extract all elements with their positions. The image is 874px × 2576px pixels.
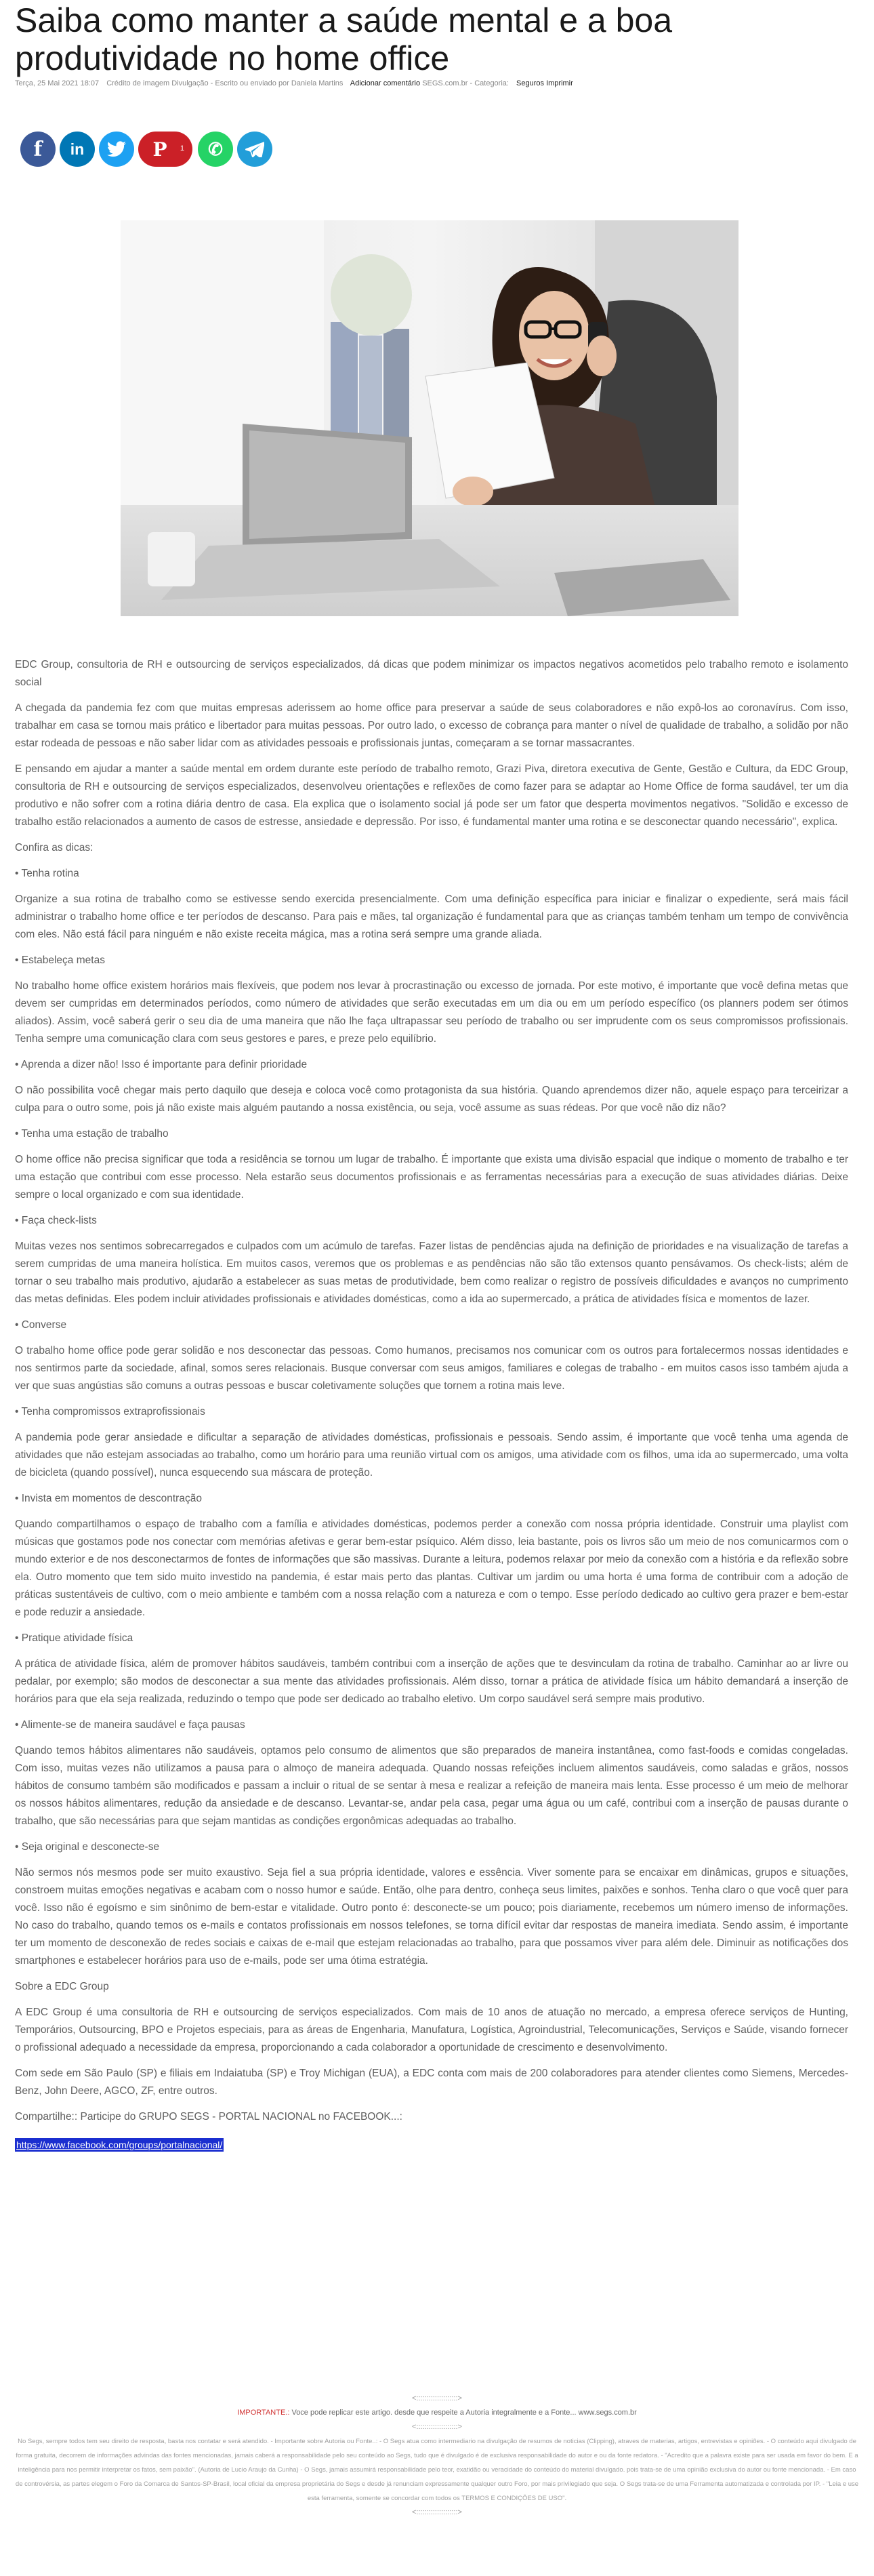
- tip-heading-compromissos: • Tenha compromissos extraprofissionais: [15, 1406, 205, 1417]
- linkedin-share-button[interactable]: [60, 132, 95, 167]
- footer-important: [14, 2406, 860, 2420]
- tip-heading-dizer-nao: • Aprenda a dizer não! Isso é importante para definir prioridade: [15, 1059, 308, 1070]
- twitter-share-button[interactable]: [99, 132, 134, 167]
- linkedin-icon: in: [70, 140, 85, 158]
- footer-separator: <::::::::::::::::::::>: [412, 2394, 462, 2402]
- footer-disclaimer: No Segs, sempre todos tem seu direito de resposta, basta nos contatar e será atendido. - Importante sobre Autoria ou Fonte..: - O Segs atua como intermediario na divulgação de resumos de noticias (Clipping), atraves de materias, artigos, entrevistas e opiniões. - O conteúdo aqui divulgado de forma gratuita, decorrem de informações advindas das fontes mencionadas, jamais caberá a responsabilidade pelo seu conteúdo ao Segs, tudo que é divulgado é de exclusiva responsabilidade do autor e ou da fonte redatora. - "Acredito que a palavra existe para ser usada em favor do bem. E a inteligência para nos permitir interpretar os fatos, sem paixão". (Autoria de Lucio Araujo da Cunha) - O Segs, jamais assumirá responsabilidade pelo teor, exatidão ou veracidade do conteúdo do material divulgado. pois trata-se de uma opinião exclusiva do autor ou fonte mencionada. - Em caso de controvérsia, as partes elegem o Foro da Comarca de Santos-SP-Brasil, local oficial da empresa proprietária do Segs e desde já renunciam expressamente qualquer outro Foro, por mais privilegiado que seja. O Segs trata-se de uma Ferramenta automatizada e controlada por IP. - "Leia e use esta ferramenta, somente se concordar com todos os TERMOS E CONDIÇÕES DE USO".: [15, 2438, 859, 2502]
- tip-heading-rotina: • Tenha rotina: [15, 868, 79, 879]
- tip-heading-atividade-fisica: • Pratique atividade física: [15, 1632, 133, 1644]
- about-heading: Sobre a EDC Group: [15, 1981, 109, 1992]
- footer-separator: <::::::::::::::::::::>: [412, 2508, 462, 2516]
- pinterest-count: 1: [180, 144, 184, 153]
- article-body: [15, 656, 848, 2154]
- tip-text-alimente-se: Quando temos hábitos alimentares não saudáveis, optamos pelo consumo de alimentos que são preparados de maneira instantânea, como fast-foods e comidas congeladas. Com isso, muitas vezes não utilizamos a pausa para o almoço de maneira adequada. Quando nossas refeições incluem alimentos saudáveis, como saladas e grãos, nossos hábitos de consumo também são modificados e passam a incluir o ritual de se sentar à mesa e realizar a refeição de maneira mais lenta. Esse processo é um meio de melhorar os nossos hábitos alimentares, redução da ansiedade e de descanso. Levantar-se, andar pela casa, pegar uma água ou um café, contribui com a inserção de pausas durante o trabalho, que são necessárias para que sejam mantidas as condições ergonômicas adequadas ao trabalho.: [15, 1745, 848, 1827]
- tip-text-compromissos: A pandemia pode gerar ansiedade e dificultar a separação de atividades domésticas, profissionais e pessoais. Sendo assim, é importante que você tenha uma agenda de atividades que não estejam associadas ao trabalho, como um horário para uma reunião virtual com os amigos, uma atividade com os filhos, uma ida ao supermercado, uma volta de bicicleta (quando possível), nunca esquecendo sua máscara de proteção.: [15, 1432, 848, 1478]
- twitter-icon: [107, 141, 126, 157]
- site-category-label: SEGS.com.br - Categoria:: [422, 79, 509, 87]
- article-title: Saiba como manter a saúde mental e a boa produtividade no home office: [15, 1, 673, 77]
- tip-text-rotina: Organize a sua rotina de trabalho como se estivesse sendo exercida presencialmente. Com uma definição específica para iniciar e finalizar o expediente, será mais fácil administrar o trabalho home office e ter períodos de descanso. Para pais e mães, tal organização é fundamental para que as crianças também tenham um tempo de convivência com eles. Não está fácil para ninguém e não existe receita mágica, mas a rotina será sempre uma grande aliada.: [15, 893, 848, 940]
- footer-separator: <::::::::::::::::::::>: [412, 2423, 462, 2431]
- footer: [14, 2392, 860, 2520]
- whatsapp-share-button[interactable]: [198, 132, 233, 167]
- category-link[interactable]: Seguros: [516, 79, 545, 87]
- image-credit: Crédito de imagem Divulgação - Escrito ou enviado por Daniela Martins: [106, 79, 344, 87]
- tip-text-desconecte-se: Não sermos nós mesmos pode ser muito exaustivo. Seja fiel a sua própria identidade, valores e essência. Viver somente para se encaixar em dinâmicas, grupos e situações, constroem muitas emoções negativas e acabam com o nosso humor e saúde. Então, olhe para dentro, conheça seus limites, paixões e sonhos. Tenha claro o que você quer para você. Isso não é egoísmo e sim sinônimo de bem-estar e vitalidade. Outro ponto é: desconecte-se um pouco; pois diariamente, recebemos um número imenso de informações. No caso do trabalho, quando temos os e-mails e contatos profissionais em nossos telefones, se torna difícil evitar dar respostas de maneira imediata. Sendo assim, é importante ter um momento de desconexão de redes sociais e caixas de e-mail que estejam relacionadas ao trabalho, para que possamos viver para além dele. Diminuir as notificações dos smartphones e estabelecer horários para uso de e-mails, pode ser uma ótima estratégia.: [15, 1867, 848, 1967]
- tip-heading-descontracao: • Invista em momentos de descontração: [15, 1493, 202, 1504]
- facebook-icon: f: [33, 137, 43, 161]
- body-paragraph: E pensando em ajudar a manter a saúde mental em ordem durante este período de trabalho remoto, Grazi Piva, diretora executiva de Gente, Gestão e Cultura, da EDC Group, consultoria de RH e outsourcing de serviços especializados, desenvolveu orientações e reflexões de como fazer para se adaptar ao Home Office de forma saudável, ter um dia produtivo e não sofrer com a rotina diária dentro de casa. Ela explica que o isolamento social já pode ser um fator que desperta movimentos negativos. "Solidão e excesso de trabalho estão relacionados a aumento de casos de estresse, ansiedade e depressão. Por isso, é fundamental manter uma rotina e se desconectar quando necessário", explica.: [15, 763, 848, 828]
- tip-text-estacao: O home office não precisa significar que toda a residência se tornou um lugar de trabalho. É importante que exista uma divisão espacial que indique o momento de trabalho e ter uma estação que contribui com esse processo. Nela estarão seus documentos profissionais e as ferramentas necessárias para a execução de suas atividades diárias. Deixe sempre o local organizado e com sua identidade.: [15, 1154, 848, 1201]
- hero-image: [121, 220, 738, 616]
- about-text: A EDC Group é uma consultoria de RH e outsourcing de serviços especializados. Com mais de 10 anos de atuação no mercado, a empresa oferece serviços de Hunting, Temporários, Outsourcing, BPO e Projetos especiais, para as áreas de Engenharia, Manufatura, Logística, Agroindustrial, Telecomunicações, Serviços e Saúde, visando fornecer o profissional adequado a necessidade da empresa, proporcionando a cada colaborador a oportunidade de crescimento e desenvolvimento.: [15, 2007, 848, 2053]
- tip-text-descontracao: Quando compartilhamos o espaço de trabalho com a família e atividades domésticas, podemos perder a conexão com nossa própria identidade. Construir uma playlist com músicas que gostamos pode nos conectar com memórias afetivas e gerar bem-estar psíquico. Além disso, leia bastante, pois os livros são um meio de nos comunicarmos com o mundo exterior e de nos desconectarmos de fontes de informações que são massivas. Durante a leitura, podemos relaxar por meio da conexão com a história e da reflexão sobre ela. Outro momento que tem sido muito investido na pandemia, é estar mais perto das plantas. Cultivar um jardim ou uma horta é uma forma de contribuir com a adoção de práticas sustentáveis de cultivo, com o meio ambiente e também com a nossa relação com a natureza e com o tempo. Esse período dedicado ao cultivo gera prazer e bem-estar e pode reduzir a ansiedade.: [15, 1518, 848, 1618]
- tip-text-checklists: Muitas vezes nos sentimos sobrecarregados e culpados com um acúmulo de tarefas. Fazer listas de pendências ajuda na definição de prioridades e na visualização de tarefas a serem cumpridas de uma maneira holística. Em muitos casos, veremos que os problemas e as pendências não são tão extensos quanto pensávamos. Os check-lists; além de tornar o seu trabalho mais produtivo, ajudarão a estabelecer as suas metas de produtividade, bem como realizar o registro de possíveis dificuldades e avanços no cumprimento das metas definidas. Eles podem incluir atividades profissionais e atividades domésticas, como a ida ao supermercado, a prática de atividades física e momentos de lazer.: [15, 1241, 848, 1305]
- whatsapp-icon: ✆: [208, 138, 223, 159]
- article-meta: [15, 79, 855, 87]
- hero-illustration: [121, 220, 738, 616]
- pinterest-share-button[interactable]: [138, 132, 192, 167]
- tip-heading-checklists: • Faça check-lists: [15, 1215, 97, 1226]
- print-link[interactable]: Imprimir: [546, 79, 573, 87]
- facebook-group-link[interactable]: https://www.facebook.com/groups/portalnacional/: [16, 2139, 223, 2150]
- tip-text-dizer-nao: O não possibilita você chegar mais perto daquilo que deseja e coloca você como protagonista da sua história. Quando aprendemos dizer não, aquele espaço para terceirizar a culpa para o outro some, pois já não existe mais alguém pautando a nossa existência, ou seja, você assume as suas rédeas. Por que você não diz não?: [15, 1085, 848, 1114]
- tip-heading-converse: • Converse: [15, 1319, 67, 1331]
- article-date: Terça, 25 Mai 2021 18:07: [15, 79, 100, 87]
- tip-heading-metas: • Estabeleça metas: [15, 954, 105, 966]
- tip-heading-desconecte-se: • Seja original e desconecte-se: [15, 1841, 160, 1853]
- about-text-locations: Com sede em São Paulo (SP) e filiais em Indaiatuba (SP) e Troy Michigan (EUA), a EDC conta com mais de 200 colaboradores para atender clientes como Siemens, Mercedes-Benz, John Deere, AGCO, ZF, entre outros.: [15, 2068, 848, 2097]
- important-label: IMPORTANTE.:: [237, 2409, 290, 2417]
- important-text: Voce pode replicar este artigo. desde que respeite a Autoria integralmente e a Fonte... www.segs.com.br: [289, 2409, 637, 2417]
- add-comment-link[interactable]: Adicionar comentário: [350, 79, 421, 87]
- telegram-share-button[interactable]: [237, 132, 272, 167]
- tip-text-metas: No trabalho home office existem horários mais flexíveis, que podem nos levar à procrastinação ou excesso de jornada. Por este motivo, é importante que você defina metas que devem ser cumpridas em determinados períodos, como número de atividades que serão executadas em um dia ou em um período específico (os planners podem ser ótimos aliados). Assim, você saberá gerir o seu dia de uma maneira que não lhe faça ultrapassar seu período de trabalho ou ser imprudente com os seus compromissos profissionais. Tenha sempre uma comunicação clara com seus gestores e pares, e preze pelo equilíbrio.: [15, 980, 848, 1045]
- pinterest-icon: P: [152, 138, 167, 161]
- lead-paragraph: EDC Group, consultoria de RH e outsourcing de serviços especializados, dá dicas que podem minimizar os impactos negativos acometidos pelo trabalho remoto e isolamento social: [15, 659, 848, 688]
- body-paragraph: A chegada da pandemia fez com que muitas empresas aderissem ao home office para preservar a saúde de seus colaboradores e não expô-los ao coronavírus. Com isso, trabalhar em casa se tornou mais prático e libertador para muitas pessoas. Por outro lado, o excesso de cobrança para manter o nível de qualidade de trabalho, a solidão por não estar rodeada de pessoas e não saber lidar com as atividades pessoais e profissionais juntas, começaram a se tornar massacrantes.: [15, 702, 848, 749]
- tip-heading-alimente-se: • Alimente-se de maneira saudável e faça pausas: [15, 1719, 245, 1731]
- tip-text-converse: O trabalho home office pode gerar solidão e nos desconectar das pessoas. Como humanos, precisamos nos comunicar com os outros para fortalecermos nossas identidades e nos sentirmos parte da sociedade, afinal, somos seres relacionais. Busque conversar com seus amigos, familiares e colegas de trabalho - em muitos casos isso também ajuda a ver que suas angústias são comuns a outras pessoas e buscar coletivamente soluções que tornem a rotina mais leve.: [15, 1345, 848, 1392]
- tip-text-atividade-fisica: A prática de atividade física, além de promover hábitos saudáveis, também contribui com a inserção de ações que te desvinculam da rotina de trabalho. Caminhar ao ar livre ou pedalar, por exemplo; são modos de desconectar a sua mente das atividades profissionais. Além disso, tornar a prática de atividade física um hábito demandará a inserção de horários para que ela seja realizada, reduzindo o tempo que pode ser dedicado ao trabalho eletivo. Um corpo saudável será sempre mais produtivo.: [15, 1658, 848, 1705]
- facebook-share-button[interactable]: [20, 132, 56, 167]
- tips-intro: Confira as dicas:: [15, 842, 93, 853]
- tip-heading-estacao: • Tenha uma estação de trabalho: [15, 1128, 169, 1140]
- share-invite-text: Compartilhe:: Participe do GRUPO SEGS - PORTAL NACIONAL no FACEBOOK...:: [15, 2111, 402, 2122]
- telegram-icon: [245, 141, 264, 157]
